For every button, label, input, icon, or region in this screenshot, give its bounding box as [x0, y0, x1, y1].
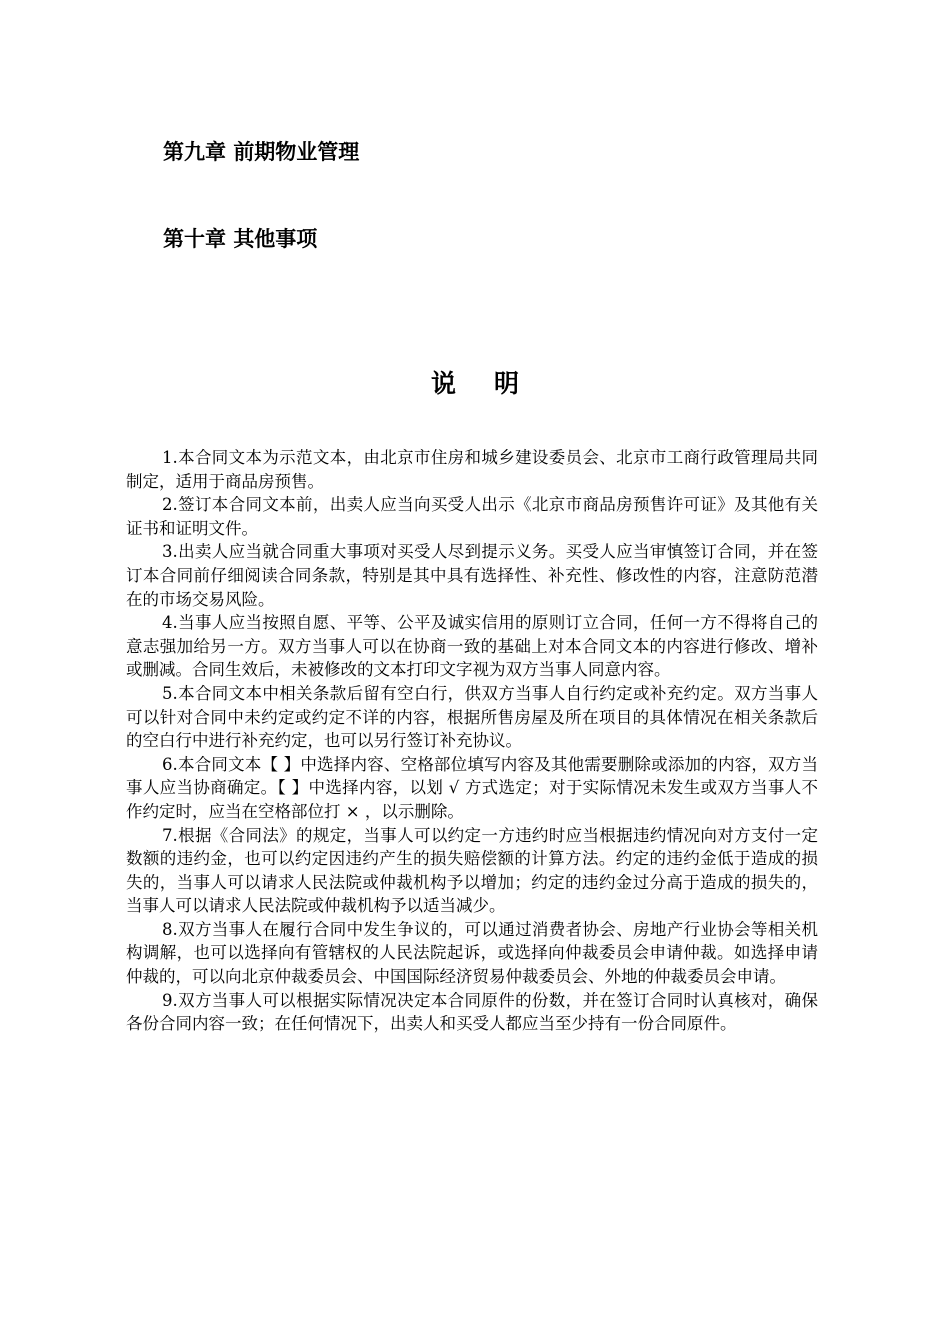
note-4: 4.当事人应当按照自愿、平等、公平及诚实信用的原则订立合同，任何一方不得将自己的意志强加给另一方。双方当事人可以在协商一致的基础上对本合同文本的内容进行修改、增补或删减。合同生效后，未被修改的文本打印文字视为双方当事人同意内容。 [126, 613, 818, 680]
chapter-10-title: 其他事项 [233, 227, 318, 251]
note-9: 9.双方当事人可以根据实际情况决定本合同原件的份数，并在签订合同时认真核对，确保各份合同内容一致；在任何情况下，出卖人和买受人都应当至少持有一份合同原件。 [126, 990, 818, 1034]
note-3: 3.出卖人应当就合同重大事项对买受人尽到提示义务。买受人应当审慎签订合同，并在签订本合同前仔细阅读合同条款，特别是其中具有选择性、补充性、修改性的内容，注意防范潜在的市场交易风险。 [126, 542, 818, 609]
chapter-9-label: 第九章 [163, 140, 226, 164]
note-8: 8.双方当事人在履行合同中发生争议的，可以通过消费者协会、房地产行业协会等相关机构调解，也可以选择向有管辖权的人民法院起诉，或选择向仲裁委员会申请仲裁。如选择申请仲裁的，可以向北京仲裁委员会、中国国际经济贸易仲裁委员会、外地的仲裁委员会申请。 [126, 919, 818, 987]
note-6: 6.本合同文本【 】中选择内容、空格部位填写内容及其他需要删除或添加的内容，双方当事人应当协商确定。【 】中选择内容，以划 √ 方式选定；对于实际情况未发生或双方当事人不作约定时，应当在空格部位打 × ，以示删除。 [126, 754, 818, 821]
note-1: 1.本合同文本为示范文本，由北京市住房和城乡建设委员会、北京市工商行政管理局共同制定，适用于商品房预售。 [126, 448, 818, 491]
note-5: 5.本合同文本中相关条款后留有空白行，供双方当事人自行约定或补充约定。双方当事人可以针对合同中未约定或约定不详的内容，根据所售房屋及所在项目的具体情况在相关条款后的空白行中进行补充约定，也可以另行签订补充协议。 [126, 683, 818, 751]
chapter-10-heading [163, 225, 317, 253]
notes-title: 说明 [430, 369, 557, 398]
chapter-9-heading [163, 138, 359, 166]
note-2: 2.签订本合同文本前，出卖人应当向买受人出示《北京市商品房预售许可证》及其他有关证书和证明文件。 [126, 495, 818, 538]
chapter-9-title: 前期物业管理 [233, 140, 360, 164]
note-7: 7.根据《合同法》的规定，当事人可以约定一方违约时应当根据违约情况向对方支付一定数额的违约金，也可以约定因违约产生的损失赔偿额的计算方法。约定的违约金低于造成的损失的，当事人可以请求人民法院或仲裁机构予以增加；约定的违约金过分高于造成的损失的，当事人可以请求人民法院或仲裁机构予以适当减少。 [126, 825, 818, 916]
notes-body [126, 446, 818, 1036]
chapter-10-label: 第十章 [163, 227, 226, 251]
